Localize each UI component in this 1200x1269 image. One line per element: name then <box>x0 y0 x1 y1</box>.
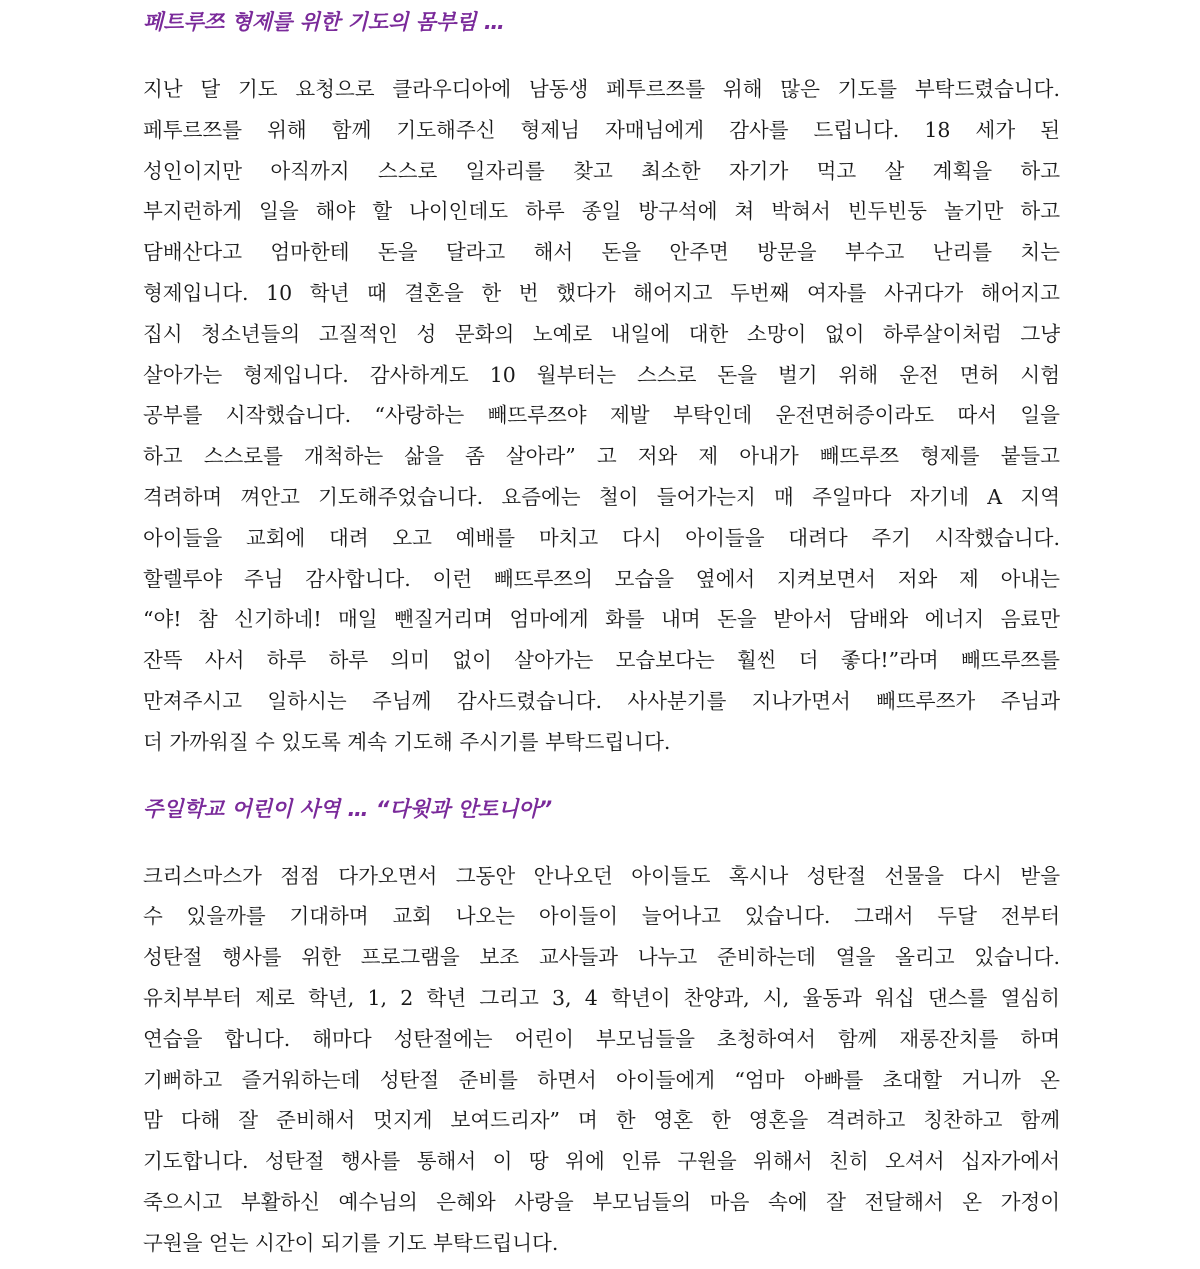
body-line: 잔뜩 사서 하루 하루 의미 없이 살아가는 모습보다는 훨씬 더 좋다!”라며 빼뜨루쯔를 <box>143 648 1060 673</box>
body-line: 형제입니다. 10 학년 때 결혼을 한 번 했다가 해어지고 두번째 여자를 사귀다가 해어지고 <box>143 280 1060 305</box>
body-line: 더 가까워질 수 있도록 계속 기도해 주시기를 부탁드립니다. <box>143 729 671 754</box>
body-line: 기도합니다. 성탄절 행사를 통해서 이 땅 위에 인류 구원을 위해서 친히 오셔서 십자가에서 <box>143 1149 1060 1174</box>
body-line: 유치부부터 제로 학년, 1, 2 학년 그리고 3, 4 학년이 찬양과, 시, 율동과 워십 댄스를 열심히 <box>143 985 1060 1010</box>
body-line: “야! 참 신기하네! 매일 뺀질거리며 엄마에게 화를 내며 돈을 받아서 담배와 에너지 음료만 <box>143 607 1060 632</box>
document-page <box>143 0 1060 1264</box>
body-line: 구원을 얻는 시간이 되기를 기도 부탁드립니다. <box>143 1230 559 1255</box>
body-line: 담배산다고 엄마한테 돈을 달라고 해서 돈을 안주면 방문을 부수고 난리를 치는 <box>143 240 1060 265</box>
body-line: 연습을 합니다. 해마다 성탄절에는 어린이 부모님들을 초청하여서 함께 재롱잔치를 하며 <box>143 1026 1060 1051</box>
body-line: 공부를 시작했습니다. “사랑하는 빼뜨루쯔야 제발 부탁인데 운전면허증이라도 따서 일을 <box>143 403 1060 428</box>
body-line: 성인이지만 아직까지 스스로 일자리를 찾고 최소한 자기가 먹고 살 계획을 하고 <box>143 158 1060 183</box>
body-line: 부지런하게 일을 해야 할 나이인데도 하루 종일 방구석에 쳐 박혀서 빈두빈둥 놀기만 하고 <box>143 199 1060 224</box>
section-heading-petruc: 페트루쯔 형제를 위한 기도의 몸부림 … <box>143 10 505 34</box>
body-line: 살아가는 형제입니다. 감사하게도 10 월부터는 스스로 돈을 벌기 위해 운전 면허 시험 <box>143 362 1060 387</box>
section-body-sunday-school <box>143 856 1060 1264</box>
body-line: 하고 스스로를 개척하는 삶을 좀 살아라” 고 저와 제 아내가 빼뜨루쯔 형제를 붙들고 <box>143 444 1060 469</box>
body-line: 지난 달 기도 요청으로 클라우디아에 남동생 페투르쯔를 위해 많은 기도를 부탁드렸습니다. <box>143 77 1060 101</box>
section-body-petruc <box>143 69 1060 763</box>
body-line: 페투르쯔를 위해 함께 기도해주신 형제님 자매님에게 감사를 드립니다. 18 세가 된 <box>143 117 1060 142</box>
body-line: 아이들을 교회에 대려 오고 예배를 마치고 다시 아이들을 대려다 주기 시작했습니다. <box>143 525 1060 550</box>
body-line: 성탄절 행사를 위한 프로그램을 보조 교사들과 나누고 준비하는데 열을 올리고 있습니다. <box>143 945 1060 970</box>
body-line: 죽으시고 부활하신 예수님의 은혜와 사랑을 부모님들의 마음 속에 잘 전달해서 온 가정이 <box>143 1189 1060 1214</box>
body-line: 기뻐하고 즐거워하는데 성탄절 준비를 하면서 아이들에게 “엄마 아빠를 초대할 거니까 온 <box>143 1067 1060 1092</box>
body-line: 만져주시고 일하시는 주님께 감사드렸습니다. 사사분기를 지나가면서 빼뜨루쯔가 주님과 <box>143 688 1060 713</box>
body-line: 맘 다해 잘 준비해서 멋지게 보여드리자” 며 한 영혼 한 영혼을 격려하고 칭찬하고 함께 <box>143 1108 1060 1133</box>
body-line: 크리스마스가 점점 다가오면서 그동안 안나오던 아이들도 혹시나 성탄절 선물을 다시 받을 <box>143 863 1060 888</box>
body-line: 수 있을까를 기대하며 교회 나오는 아이들이 늘어나고 있습니다. 그래서 두달 전부터 <box>143 904 1060 929</box>
body-line: 할렐루야 주님 감사합니다. 이런 빼뜨루쯔의 모습을 옆에서 지켜보면서 저와 제 아내는 <box>143 566 1060 591</box>
section-heading-sunday-school: 주일학교 어린이 사역 … “다윗과 안토니아” <box>143 796 553 821</box>
body-line: 집시 청소년들의 고질적인 성 문화의 노예로 내일에 대한 소망이 없이 하루살이처럼 그냥 <box>143 321 1060 346</box>
body-line: 격려하며 껴안고 기도해주었습니다. 요즘에는 철이 들어가는지 매 주일마다 자기네 A 지역 <box>143 484 1060 509</box>
